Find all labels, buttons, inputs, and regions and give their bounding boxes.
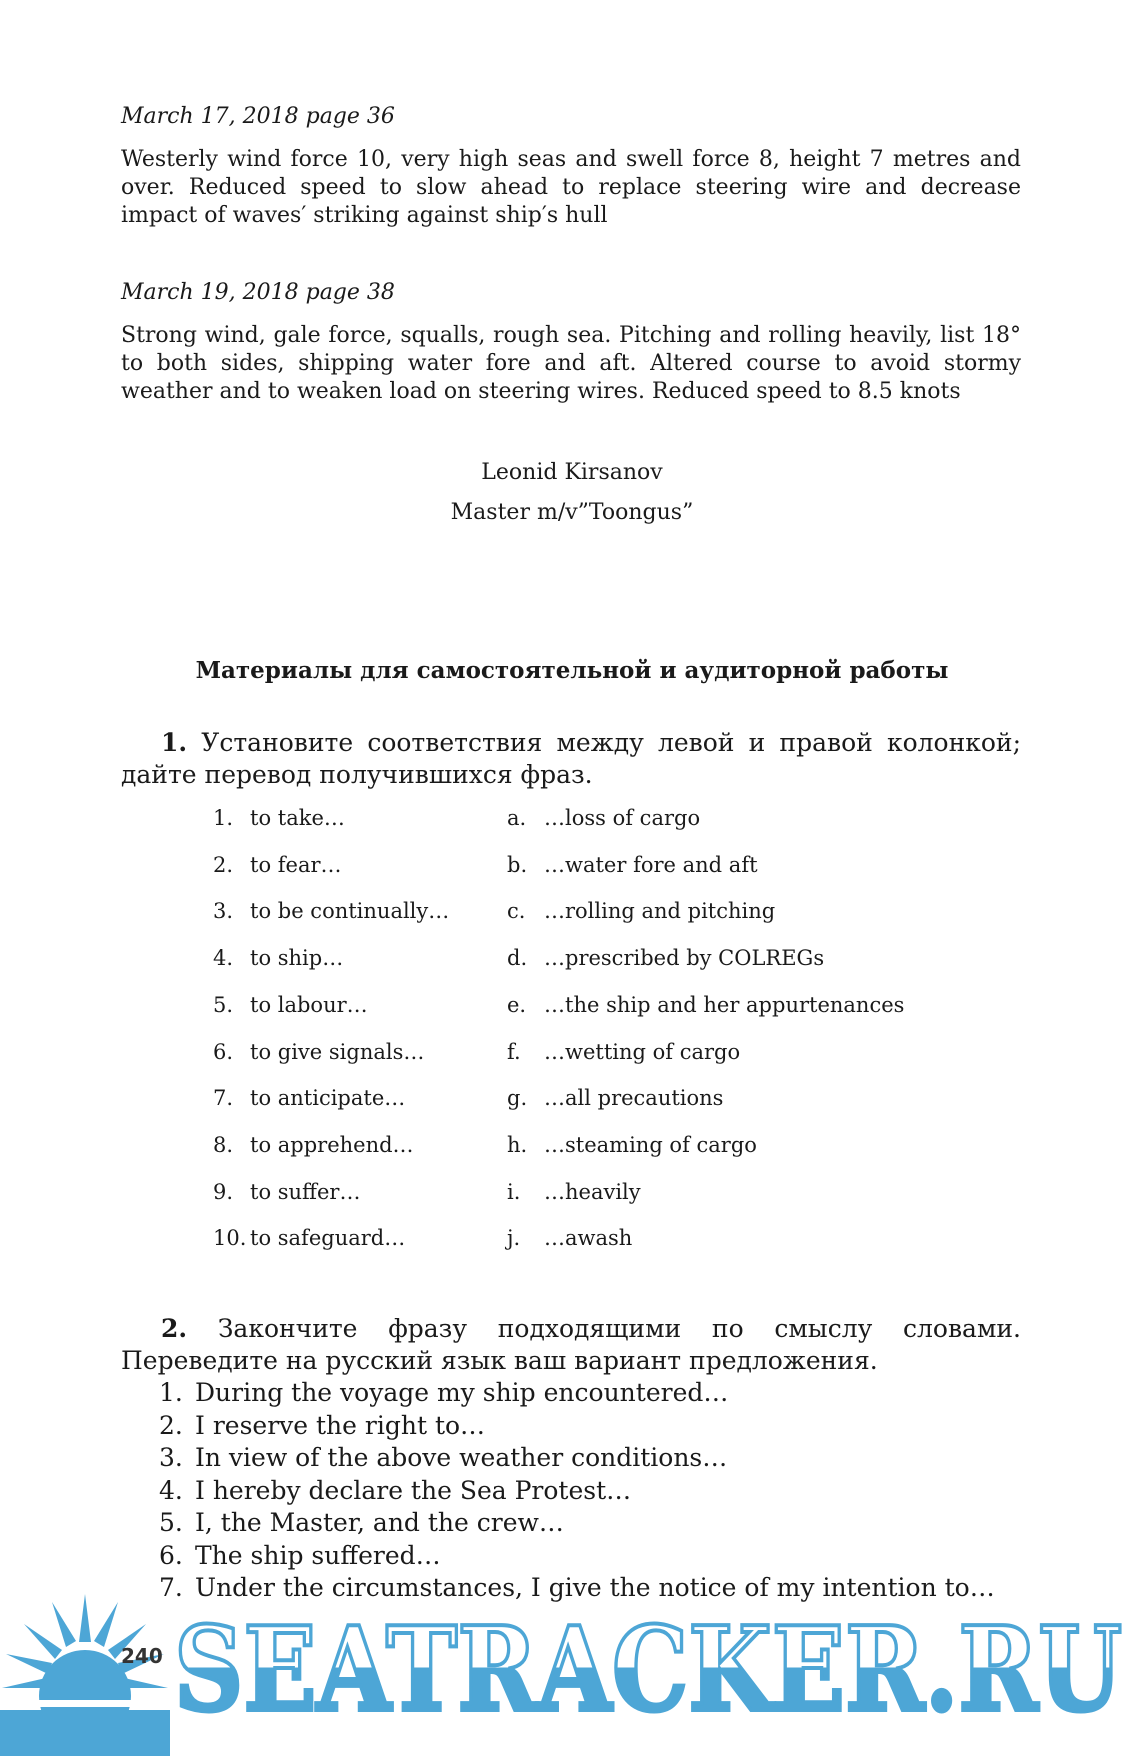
pair-letter: c. xyxy=(507,899,526,924)
signature-title: Master m/v”Toongus” xyxy=(450,500,694,525)
pair-right-phrase: …all precautions xyxy=(544,1086,724,1111)
pair-number: 8. xyxy=(213,1132,234,1157)
pair-left-phrase: to be continually… xyxy=(250,899,450,924)
list-item-text: I, the Master, and the crew… xyxy=(195,1508,564,1537)
pair-letter: i. xyxy=(507,1179,521,1204)
pair-left-phrase: to labour… xyxy=(250,992,368,1017)
pair-right-phrase: …heavily xyxy=(544,1179,641,1204)
pair-number: 5. xyxy=(213,992,234,1017)
list-item-number: 3. xyxy=(159,1443,183,1472)
list-item xyxy=(159,1410,995,1443)
pair-letter: e. xyxy=(507,992,527,1017)
pair-letter: j. xyxy=(507,1226,521,1251)
list-item-number: 6. xyxy=(159,1540,183,1570)
pair-right-phrase: …prescribed by COLREGs xyxy=(544,946,825,971)
list-item-text: The ship suffered… xyxy=(195,1540,441,1570)
page-number: 240 xyxy=(121,1644,163,1668)
section-heading: Материалы для самостоятельной и аудиторной работы xyxy=(195,657,949,684)
pair-right-phrase: …rolling and pitching xyxy=(544,899,776,924)
pair-right-phrase: …the ship and her appurtenances xyxy=(544,992,905,1017)
pair-right-phrase: …awash xyxy=(544,1226,633,1251)
list-item-number: 5. xyxy=(159,1508,183,1537)
list-item-text: Under the circumstances, I give the notice of my intention to… xyxy=(195,1573,995,1602)
pair-left-phrase: to apprehend… xyxy=(250,1132,414,1157)
list-item-text: During the voyage my ship encountered… xyxy=(195,1378,729,1407)
list-item xyxy=(159,1377,995,1410)
task-1-number: 1. xyxy=(161,728,188,757)
entry-1-text: Westerly wind force 10, very high seas and swell force 8, height 7 metres and over. Reduced speed to slow ahead to replace steering wire and decrease impact of waves′ striking against ship′s hull xyxy=(121,147,1021,228)
pair-left-phrase: to safeguard… xyxy=(250,1226,406,1251)
list-item-number: 4. xyxy=(159,1475,183,1505)
pair-letter: a. xyxy=(507,806,527,830)
task-2-instructions xyxy=(121,1313,1021,1377)
watermark-text: SEATRACKER.RU xyxy=(174,1604,1122,1722)
pair-number: 7. xyxy=(213,1086,234,1111)
pair-left-phrase: to suffer… xyxy=(250,1179,361,1204)
pair-right-phrase: …water fore and aft xyxy=(544,852,758,877)
pair-letter: f. xyxy=(507,1039,521,1064)
list-item xyxy=(159,1572,995,1605)
pair-number: 6. xyxy=(213,1039,234,1064)
pair-letter: g. xyxy=(507,1086,528,1111)
list-item-text: I reserve the right to… xyxy=(195,1410,486,1440)
pair-left-phrase: to fear… xyxy=(250,852,342,877)
watermark-logo xyxy=(170,1604,1130,1722)
task-2-text: Закончите фразу подходящими по смыслу словами. Переведите на русский язык ваш вариант предложения. xyxy=(121,1314,1021,1375)
list-item xyxy=(159,1475,995,1508)
signature-name: Leonid Kirsanov xyxy=(481,460,663,485)
pair-number: 10. xyxy=(213,1226,247,1251)
list-item-number: 1. xyxy=(159,1378,183,1407)
pair-number: 4. xyxy=(213,946,234,971)
pair-left-phrase: to anticipate… xyxy=(250,1086,406,1111)
list-item-number: 2. xyxy=(159,1410,183,1440)
task-1-text: Установите соответствия между левой и правой колонкой; дайте перевод получившихся фраз. xyxy=(121,728,1021,789)
pair-right-phrase: …steaming of cargo xyxy=(544,1132,757,1157)
pair-letter: h. xyxy=(507,1132,528,1157)
task-2-list xyxy=(159,1377,995,1605)
entry-1-date: March 17, 2018 page 36 xyxy=(121,104,395,129)
task-2-number: 2. xyxy=(161,1314,188,1343)
pair-right-phrase: …loss of cargo xyxy=(544,806,701,830)
pair-left-phrase: to give signals… xyxy=(250,1039,425,1064)
list-item-text: In view of the above weather conditions… xyxy=(195,1443,728,1472)
pair-left-phrase: to ship… xyxy=(250,946,344,971)
sun-logo-icon xyxy=(0,1592,170,1756)
list-item xyxy=(159,1442,995,1475)
pair-number: 2. xyxy=(213,852,234,877)
pair-right-phrase: …wetting of cargo xyxy=(544,1039,741,1064)
pair-letter: d. xyxy=(507,946,528,971)
task-1-instructions xyxy=(121,727,1021,791)
pair-letter: b. xyxy=(507,852,528,877)
pair-number: 9. xyxy=(213,1179,234,1204)
entry-2-date: March 19, 2018 page 38 xyxy=(121,280,395,305)
pair-number: 1. xyxy=(213,806,234,830)
entry-2-text: Strong wind, gale force, squalls, rough sea. Pitching and rolling heavily, list 18° to both sides, shipping water fore and aft. Altered course to avoid stormy weather and to weaken load on steering wires. Reduced speed to 8.5 knots xyxy=(121,323,1021,404)
pair-number: 3. xyxy=(213,899,234,924)
list-item-number: 7. xyxy=(159,1573,183,1602)
list-item xyxy=(159,1540,995,1573)
pair-left-phrase: to take… xyxy=(250,806,345,830)
list-item xyxy=(159,1507,995,1540)
list-item-text: I hereby declare the Sea Protest… xyxy=(195,1475,632,1505)
